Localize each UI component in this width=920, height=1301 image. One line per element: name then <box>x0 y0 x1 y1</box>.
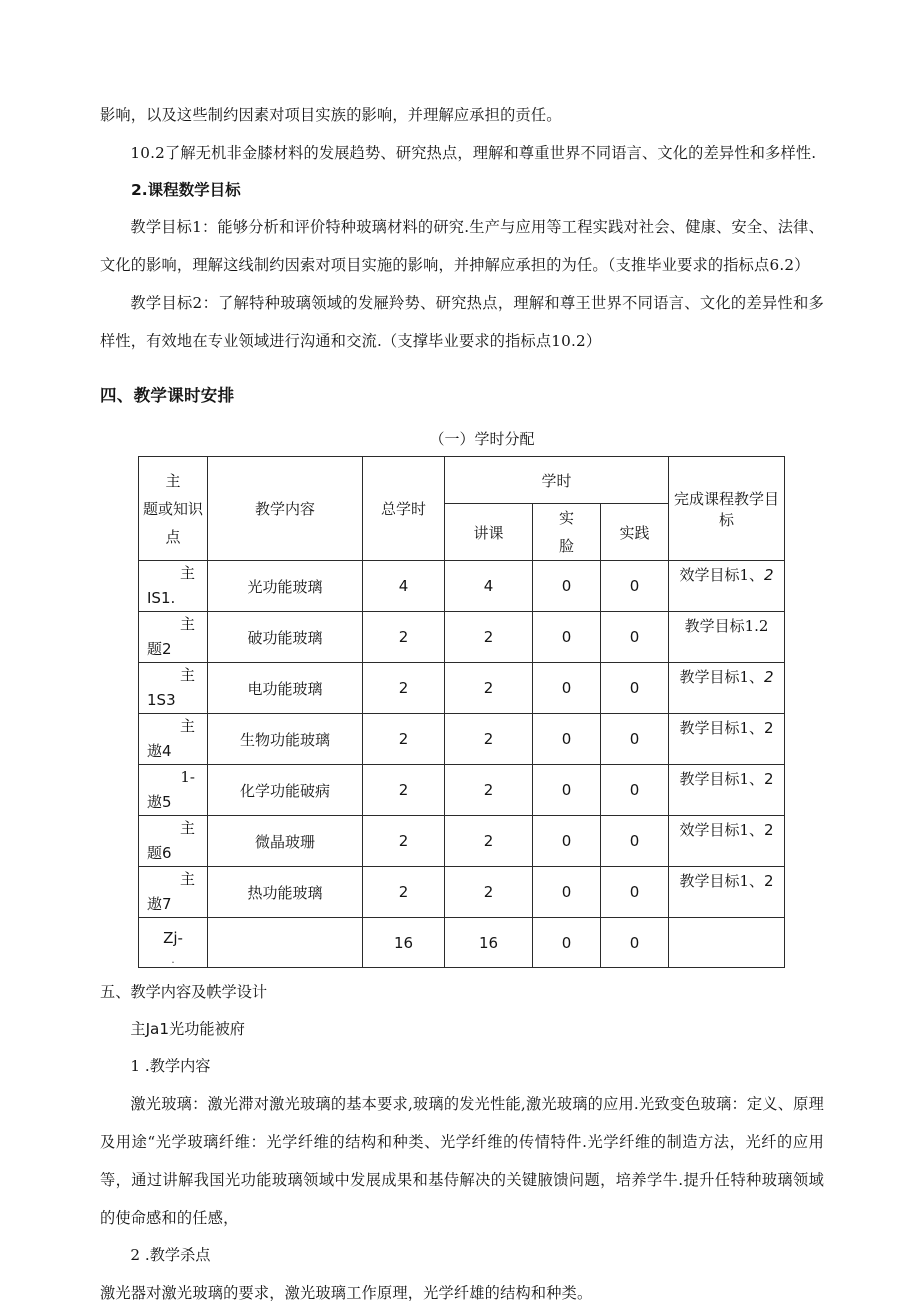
cell-goal-text: 教学目标1.2 <box>684 617 769 635</box>
cell-goal <box>669 714 785 765</box>
cell-topic <box>139 765 208 816</box>
cell-goal <box>669 765 785 816</box>
cell-content: 破功能玻璃 <box>208 612 363 663</box>
table-row <box>139 663 785 714</box>
cell-total-label-fragment: . <box>171 952 175 966</box>
cell-experiment-hours: 0 <box>533 663 601 714</box>
cell-topic-line1: 1- 遨5 <box>139 765 207 815</box>
cell-content: 电功能玻璃 <box>208 663 363 714</box>
cell-topic-line1: 主 1S3 <box>139 663 207 713</box>
column-header-hours-group: 学时 <box>445 457 669 504</box>
paragraph-goal-2: 教学目标2：了解特种玻璃领域的发屜羚势、研究热点，理解和尊王世界不同语言、文化的差异性和多样性，有效地在专业领域进行沟通和交流.（支撑毕业要求的指标点10.2） <box>100 294 824 350</box>
cell-total-hours: 2 <box>363 663 445 714</box>
cell-practice-hours: 0 <box>601 816 669 867</box>
cell-practice-hours: 0 <box>601 867 669 918</box>
cell-practice-hours: 0 <box>601 663 669 714</box>
cell-practice-hours: 0 <box>601 612 669 663</box>
cell-goal-text: 教学目标1、2 <box>679 719 774 737</box>
table-head <box>139 457 785 561</box>
column-header-topic-line2: 题或知识 <box>143 499 204 518</box>
cell-goal-suffix: 2 <box>764 821 774 839</box>
table-row <box>139 867 785 918</box>
table-row <box>139 714 785 765</box>
cell-content: 光功能玻璃 <box>208 561 363 612</box>
cell-topic <box>139 612 208 663</box>
cell-total-goal <box>669 918 785 968</box>
cell-total-total-hours: 16 <box>363 918 445 968</box>
cell-lecture-hours: 2 <box>445 765 533 816</box>
cell-total-hours: 2 <box>363 765 445 816</box>
subtopic-line: 主Ja1光功能被府 <box>130 1020 245 1038</box>
cell-goal-text: 教学目标1、2 <box>679 770 774 788</box>
cell-goal-text: 教学目标1、2 <box>679 668 774 686</box>
cell-lecture-hours: 2 <box>445 663 533 714</box>
cell-lecture-hours: 2 <box>445 867 533 918</box>
cell-total-content <box>208 918 363 968</box>
cell-goal-suffix: 2 <box>764 668 774 686</box>
cell-topic-line2: 题2 <box>147 640 172 658</box>
cell-topic-line1: 主 题2 <box>139 612 207 662</box>
cell-goal <box>669 867 785 918</box>
document-body <box>100 96 824 1301</box>
table-header-row-1 <box>139 457 785 504</box>
cell-topic <box>139 816 208 867</box>
cell-goal <box>669 663 785 714</box>
cell-topic-line1: 主 遨4 <box>139 714 207 764</box>
cell-topic-line2: 遨5 <box>147 793 172 811</box>
table-caption: （一）学时分配 <box>429 430 535 448</box>
cell-goal-text: 效学目标1、2 <box>679 821 774 839</box>
cell-topic-line2: 题6 <box>147 844 172 862</box>
cell-goal-suffix: 2 <box>764 566 774 584</box>
column-header-topic <box>139 457 208 561</box>
cell-experiment-hours: 0 <box>533 714 601 765</box>
column-header-total-hours: 总学时 <box>363 457 445 561</box>
column-header-experiment-line2: 脸 <box>558 537 574 555</box>
cell-total-label-text: Zj- . <box>139 927 207 959</box>
cell-total-hours: 2 <box>363 816 445 867</box>
cell-total-lecture-hours: 16 <box>445 918 533 968</box>
cell-experiment-hours: 0 <box>533 612 601 663</box>
paragraph-indicator-10-2: 10.2了解无机非金膝材料的发展趋势、研究热点，理解和尊重世界不同语言、文化的差异性和多样性. <box>130 144 817 162</box>
paragraph-continuation: 影响，以及这些制约因素对项目实族的影响，并理解应承担的贡任。 <box>100 106 562 124</box>
table-row <box>139 561 785 612</box>
column-header-goal: 完成课程教学目标 <box>669 457 785 561</box>
table-body <box>139 561 785 968</box>
table-total-row <box>139 918 785 968</box>
column-header-lecture: 讲课 <box>445 504 533 561</box>
cell-topic-line1: 主 IS1. <box>139 561 207 611</box>
cell-content: 热功能玻璃 <box>208 867 363 918</box>
cell-total-hours: 4 <box>363 561 445 612</box>
cell-goal-text: 教学目标1、2 <box>679 872 774 890</box>
cell-lecture-hours: 2 <box>445 714 533 765</box>
cell-content: 微晶玻珊 <box>208 816 363 867</box>
column-header-content: 教学内容 <box>208 457 363 561</box>
cell-goal-text: 效学目标1、2 <box>679 566 774 584</box>
paragraph-goal-1: 教学目标1：能够分析和评价特种玻璃材料的研究.生产与应用等工程实践对社会、健康、安全、法律、文化的影响，理解这线制约因索对项目实施的影响，并抻解应承担的为任。（支推毕业要求的指标点6.2） <box>100 218 824 274</box>
heading-course-teaching-goals: 2.课程数学目标 <box>131 181 241 199</box>
cell-topic <box>139 867 208 918</box>
cell-content: 生物功能玻璃 <box>208 714 363 765</box>
cell-topic-line1: 主 题6 <box>139 816 207 866</box>
cell-total-label <box>139 918 208 968</box>
cell-lecture-hours: 4 <box>445 561 533 612</box>
cell-content: 化学功能破病 <box>208 765 363 816</box>
paragraph-item-2-body: 激光器对激光玻璃的要求，激光玻璃工作原理，光学纤雄的结构和种类。 <box>100 1284 593 1301</box>
heading-section-four: 四、教学课时安排 <box>100 386 235 405</box>
heading-section-five: 五、教学内容及帙学设计 <box>100 983 268 1001</box>
cell-topic-line1: 主 遨7 <box>139 867 207 917</box>
column-header-practice: 实践 <box>601 504 669 561</box>
table-row <box>139 816 785 867</box>
cell-topic-line2: 1S3 <box>147 691 176 709</box>
cell-experiment-hours: 0 <box>533 816 601 867</box>
cell-total-experiment-hours: 0 <box>533 918 601 968</box>
cell-topic <box>139 714 208 765</box>
cell-practice-hours: 0 <box>601 561 669 612</box>
cell-goal-suffix: 2 <box>764 770 774 788</box>
column-header-topic-line1: 主 <box>165 471 181 490</box>
column-header-experiment-line1: 实 <box>558 509 574 527</box>
cell-experiment-hours: 0 <box>533 867 601 918</box>
cell-goal-suffix: 2 <box>764 719 774 737</box>
cell-total-hours: 2 <box>363 867 445 918</box>
cell-lecture-hours: 2 <box>445 612 533 663</box>
heading-item-1: 1 .教学内容 <box>130 1057 211 1075</box>
column-header-experiment <box>533 504 601 561</box>
spacer <box>100 360 824 376</box>
cell-goal <box>669 816 785 867</box>
cell-total-practice-hours: 0 <box>601 918 669 968</box>
cell-experiment-hours: 0 <box>533 765 601 816</box>
cell-topic <box>139 663 208 714</box>
cell-lecture-hours: 2 <box>445 816 533 867</box>
table-row <box>139 765 785 816</box>
cell-goal <box>669 561 785 612</box>
heading-item-2: 2 .教学杀点 <box>130 1246 211 1264</box>
section-five-block <box>100 974 824 1301</box>
cell-goal-suffix: 2 <box>764 872 774 890</box>
paragraph-item-1-body: 激光玻璃：激光滞对激光玻璃的基本要求,玻璃的发光性能,激光玻璃的应用.光致变色玻璃：定义、原理及用途“光学玻璃纤维：光学纤维的结构和种类、光学纤维的传情特件.光学纤维的制造方法，光纤的应用等，通过讲解我国光功能玻璃领域中发展成果和基侍解决的关键腋馈问题，培养学牛.提升任特种玻璃领域的使命感和的任感， <box>100 1095 824 1227</box>
cell-topic <box>139 561 208 612</box>
cell-topic-line2: 遨4 <box>147 742 172 760</box>
cell-total-hours: 2 <box>363 714 445 765</box>
hours-allocation-table <box>138 456 785 968</box>
cell-topic-line2: 遨7 <box>147 895 172 913</box>
spacer <box>100 416 824 424</box>
cell-practice-hours: 0 <box>601 765 669 816</box>
column-header-topic-line3: 点 <box>165 527 181 546</box>
cell-total-hours: 2 <box>363 612 445 663</box>
cell-experiment-hours: 0 <box>533 561 601 612</box>
cell-topic-line2: IS1. <box>147 589 176 607</box>
cell-practice-hours: 0 <box>601 714 669 765</box>
cell-goal <box>669 612 785 663</box>
table-row <box>139 612 785 663</box>
